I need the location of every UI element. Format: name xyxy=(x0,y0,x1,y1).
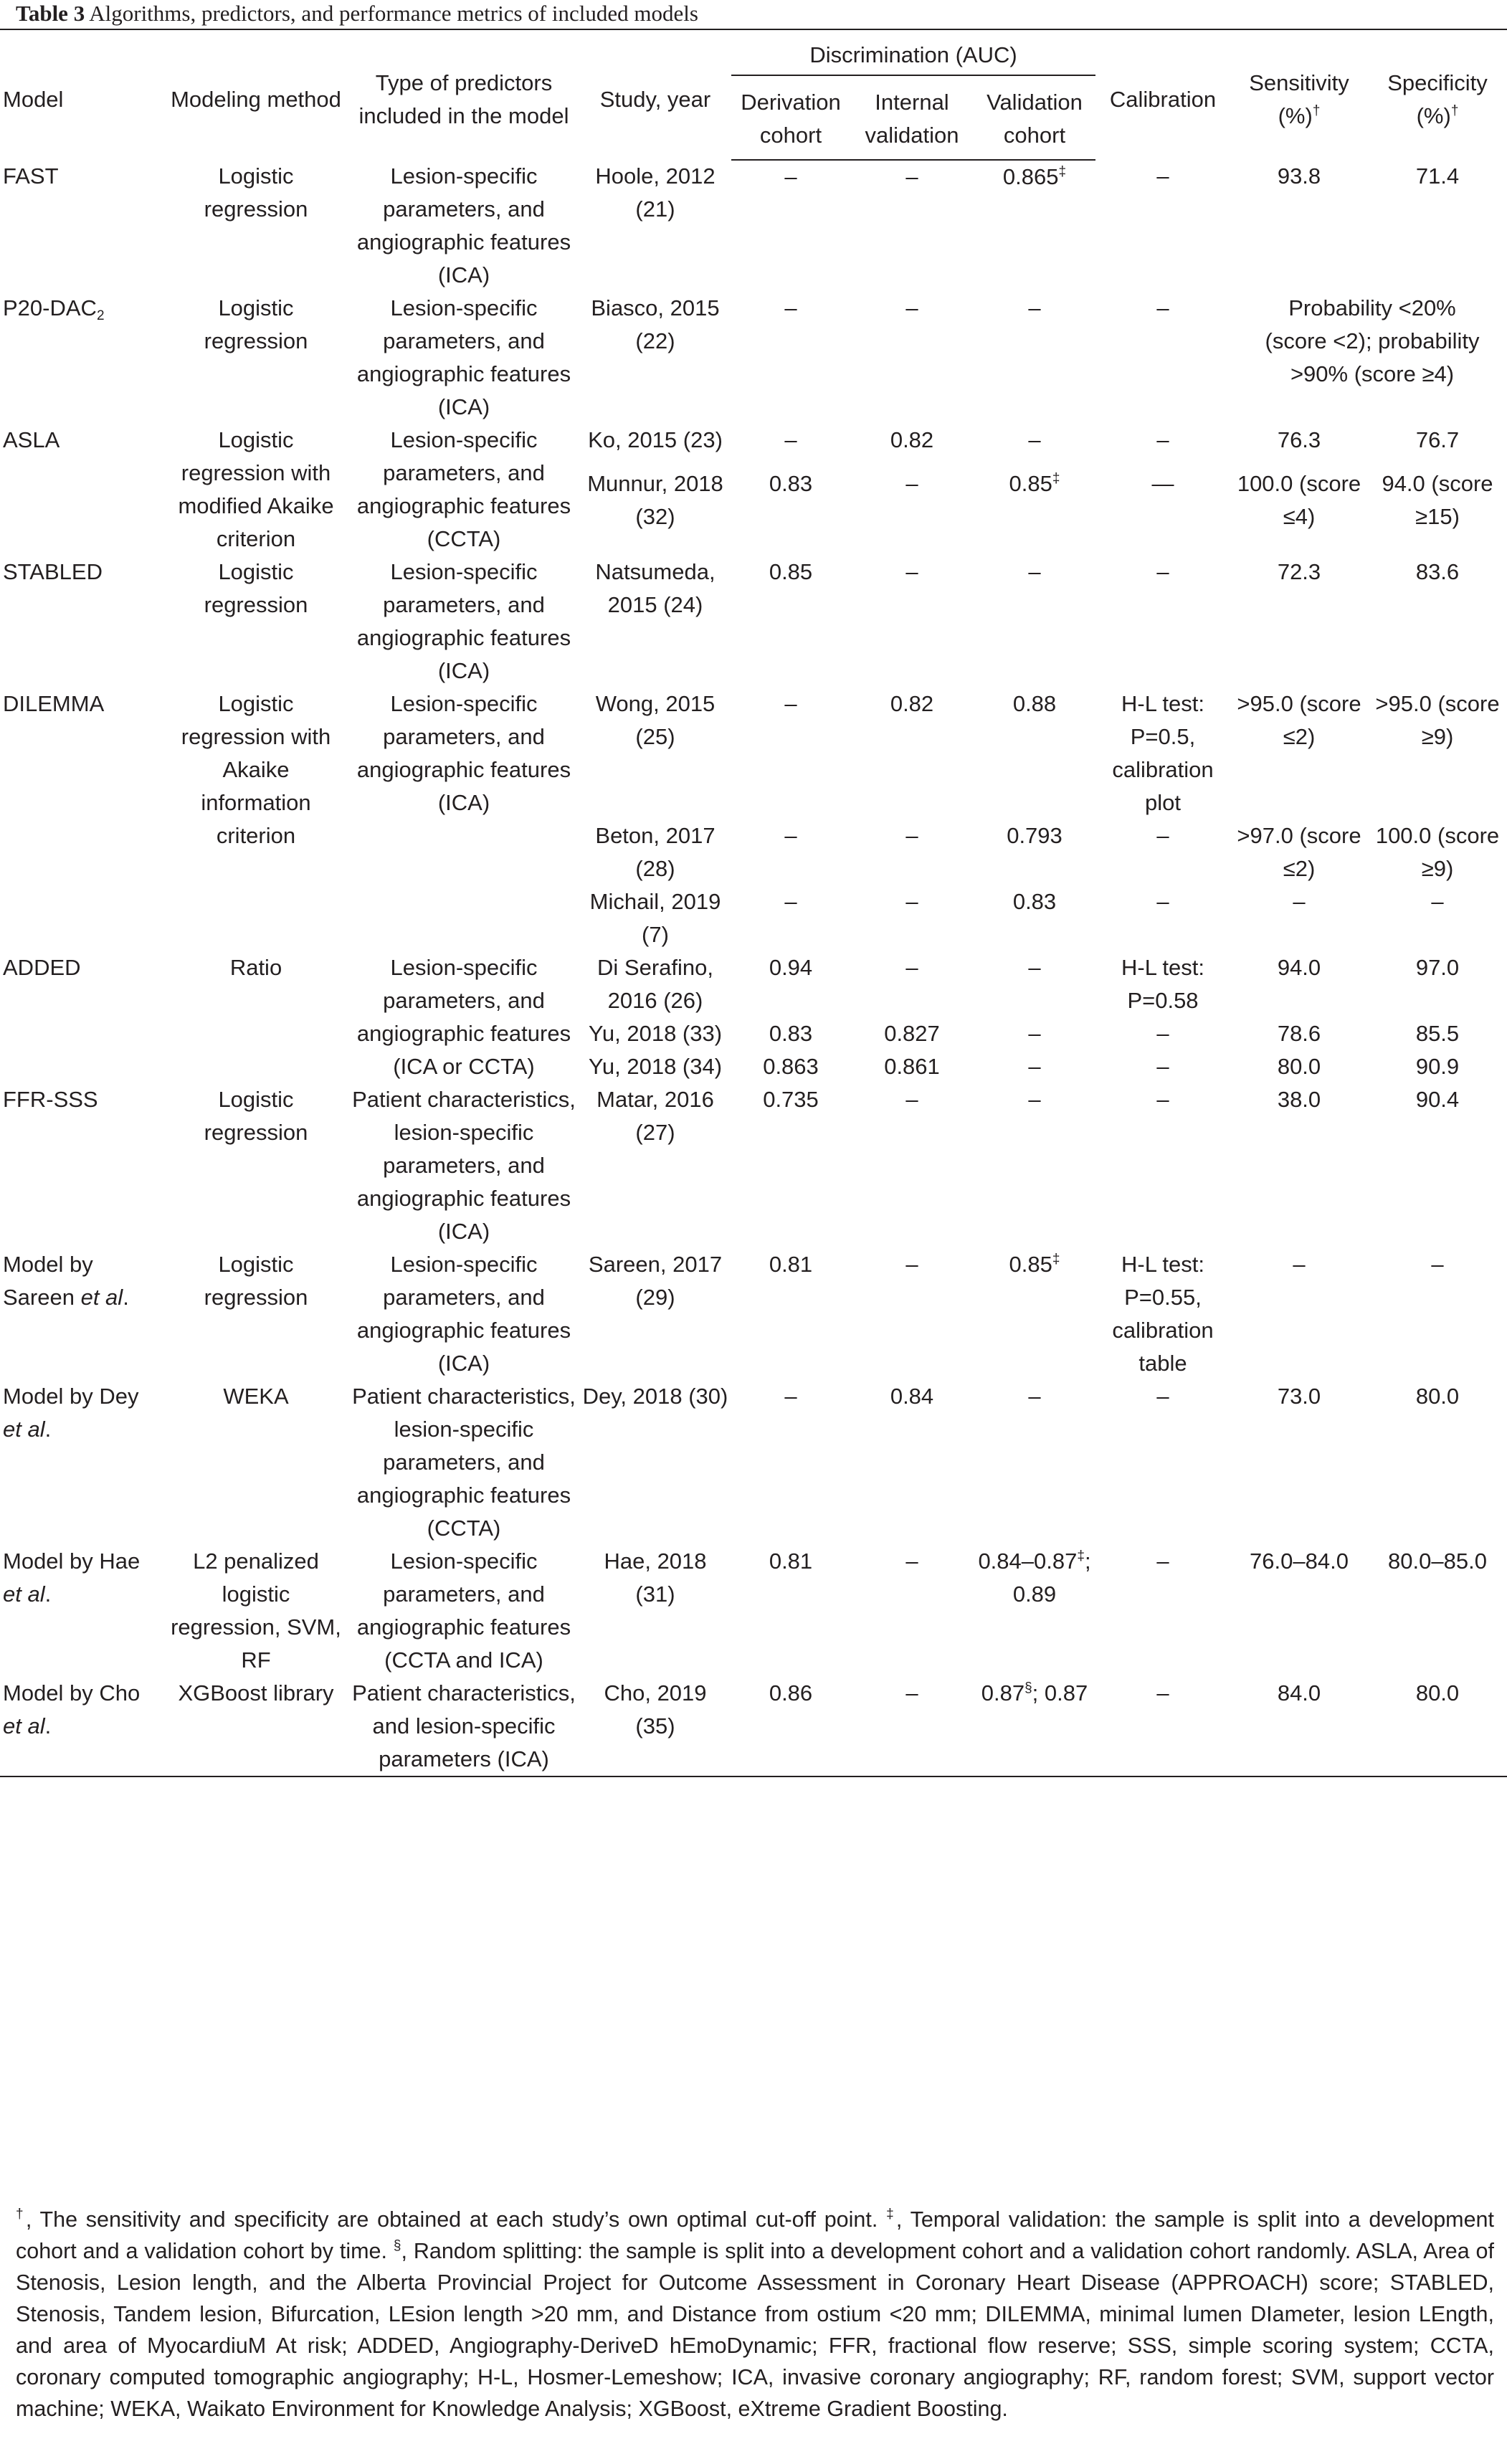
cell-internal: – xyxy=(905,955,918,980)
cell-specificity: 80.0 xyxy=(1368,1677,1507,1776)
cell-study: Yu, 2018 (34) xyxy=(588,1054,723,1079)
cell-calibration: H-L test: P=0.55, calibration table xyxy=(1112,1252,1214,1376)
cell-calibration: – xyxy=(1156,427,1169,452)
cell-derivation: 0.94 xyxy=(769,955,813,980)
cell-predictors: Lesion-specific parameters, and angiographic features (CCTA) xyxy=(356,427,571,551)
cell-calibration: – xyxy=(1156,163,1169,189)
footnote-mark: § xyxy=(393,2238,401,2253)
cell-method: Logistic regression xyxy=(204,1087,308,1145)
table-caption: Algorithms, predictors, and performance metrics of included models xyxy=(89,1,698,26)
cell-derivation: 0.863 xyxy=(763,1054,819,1079)
cell-predictors: Lesion-specific parameters, and angiographic features (ICA or CCTA) xyxy=(356,955,571,1079)
table-row xyxy=(0,424,1507,467)
table-title xyxy=(16,1,698,26)
cell-calibration: – xyxy=(1156,889,1169,914)
cell-predictors: Lesion-specific parameters, and angiographic features (CCTA and ICA) xyxy=(356,1549,571,1673)
col-specificity-label: Specificity (%) xyxy=(1387,70,1488,128)
cell-sensitivity: – xyxy=(1293,1252,1306,1277)
cell-method: Logistic regression xyxy=(204,559,308,617)
cell-validation: 0.88 xyxy=(1012,691,1057,716)
cell-derivation: 0.735 xyxy=(763,1087,819,1112)
cell-sensitivity: 93.8 xyxy=(1277,163,1321,189)
col-validation: Validation cohort xyxy=(974,75,1095,160)
cell-validation: – xyxy=(1028,1384,1041,1409)
cell-model: FAST xyxy=(3,163,59,189)
cell-validation: 0.83 xyxy=(1012,889,1057,914)
cell-validation xyxy=(974,1677,1095,1776)
cell-derivation: – xyxy=(784,691,797,716)
cell-study: Biasco, 2015 (22) xyxy=(591,295,720,353)
cell-model: Model by Sareen et al. xyxy=(3,1252,129,1310)
cell-validation: 0.793 xyxy=(1007,823,1062,848)
dagger-mark: † xyxy=(1312,103,1321,118)
model-name: P20-DAC xyxy=(3,295,97,320)
cell-study: Dey, 2018 (30) xyxy=(582,1384,728,1409)
cell-validation xyxy=(974,1545,1095,1677)
footnote-mark: ‡ xyxy=(1058,164,1067,179)
cell-internal: – xyxy=(905,1549,918,1574)
cell-study: Michail, 2019 (7) xyxy=(589,889,721,947)
cell-sensitivity: >95.0 (score ≤2) xyxy=(1237,691,1361,749)
cell-model: Model by Cho et al. xyxy=(0,1677,163,1776)
cell-method: Logistic regression xyxy=(204,163,308,222)
footnote-mark: ‡ xyxy=(1052,1252,1060,1267)
cell-predictors: Lesion-specific parameters, and angiographic features (ICA) xyxy=(356,1252,571,1376)
cell-sensitivity: 100.0 (score ≤4) xyxy=(1237,471,1361,530)
model-etal: et al xyxy=(80,1285,123,1310)
model-name: Model by Sareen xyxy=(3,1252,93,1310)
cell-specificity: 76.7 xyxy=(1415,427,1460,452)
cell-derivation: – xyxy=(784,295,797,320)
cell-calibration: – xyxy=(1156,1021,1169,1046)
cell-sensitivity: 73.0 xyxy=(1277,1384,1321,1409)
cell-specificity: – xyxy=(1431,889,1444,914)
cell-predictors: Lesion-specific parameters, and angiographic features (ICA) xyxy=(356,559,571,683)
cell-internal: – xyxy=(905,471,918,497)
cell-predictors: Lesion-specific parameters, and angiographic features (ICA) xyxy=(356,295,571,419)
cell-predictors: Patient characteristics, and lesion-specific parameters (ICA) xyxy=(348,1677,579,1776)
cell-validation: – xyxy=(1028,955,1041,980)
col-predictors: Type of predictors included in the model xyxy=(348,29,579,160)
cell-validation: – xyxy=(1028,427,1041,452)
cell-specificity: 83.6 xyxy=(1415,559,1460,584)
col-model: Model xyxy=(0,29,163,160)
cell-model: ASLA xyxy=(3,427,60,452)
cell-internal: – xyxy=(905,164,918,189)
cell-calibration: – xyxy=(1156,1054,1169,1079)
table-row xyxy=(0,160,1507,292)
cell-internal: 0.861 xyxy=(884,1054,940,1079)
cell-derivation: 0.83 xyxy=(769,471,813,497)
table-row xyxy=(0,556,1507,688)
cell-calibration: – xyxy=(1095,1677,1230,1776)
cell-derivation: 0.86 xyxy=(731,1677,850,1776)
cell-internal: – xyxy=(905,823,918,848)
cell-method: Ratio xyxy=(229,955,282,980)
footnote-text: , Temporal validation: the sample is split into a development cohort and a validation cohort by time. xyxy=(16,2207,1494,2263)
cell-internal: – xyxy=(905,1087,918,1112)
cell-study: Cho, 2019 (35) xyxy=(579,1677,731,1776)
col-sensitivity-label: Sensitivity (%) xyxy=(1249,70,1349,128)
cell-derivation: 0.83 xyxy=(769,1021,813,1046)
cell-study: Sareen, 2017 (29) xyxy=(588,1252,723,1310)
cell-internal: 0.84 xyxy=(890,1384,934,1409)
cell-validation: – xyxy=(1028,295,1041,320)
cell-specificity: 90.9 xyxy=(1415,1054,1460,1079)
cell-specificity: 80.0 xyxy=(1415,1384,1460,1409)
cell-model: Model by Dey et al. xyxy=(3,1384,139,1442)
cell-study: Natsumeda, 2015 (24) xyxy=(595,559,716,617)
cell-derivation: 0.81 xyxy=(769,1252,813,1277)
col-study: Study, year xyxy=(579,29,731,160)
cell-sensitivity: 84.0 xyxy=(1230,1677,1368,1776)
table-row xyxy=(0,1677,1507,1776)
cell-calibration: — xyxy=(1151,471,1174,497)
cell-sensitivity: 76.3 xyxy=(1277,427,1321,452)
col-internal: Internal validation xyxy=(850,75,974,160)
cell-study: Hae, 2018 (31) xyxy=(604,1549,707,1607)
table-label: Table 3 xyxy=(16,1,85,26)
footnote-text: , Random splitting: the sample is split into a development cohort and a validation cohort randomly. ASLA, Area of Stenosis, Lesion length, and the Alberta Provincial Project for Outcome Assessment in Coronary Heart Disease (APPROACH) score; STABLED, Stenosis, Tandem lesion, Bifurcation, LEsion length >20 mm, and Distance from ostium <20 mm; DILEMMA, minimal lumen DIameter, lesion LEngth, and area of MyocardiuM At risk; ADDED, Angiography-DeriveD hEmoDynamic; FFR, fractional flow reserve; SSS, simple scoring system; CCTA, coronary computed tomographic angiography; H-L, Hosmer-Lemeshow; ICA, invasive coronary angiography; RF, random forest; SVM, support vector machine; WEKA, Waikato Environment for Knowledge Analysis; XGBoost, eXtreme Gradient Boosting. xyxy=(16,2239,1494,2421)
cell-predictors: Lesion-specific parameters, and angiographic features (ICA) xyxy=(356,691,571,815)
validation-value-extra: ; 0.87 xyxy=(1032,1680,1088,1706)
cell-specificity: 80.0–85.0 xyxy=(1388,1549,1487,1574)
cell-internal: – xyxy=(850,1677,974,1776)
cell-calibration: – xyxy=(1156,1549,1169,1574)
footnote-mark: ‡ xyxy=(1077,1549,1085,1564)
cell-calibration: – xyxy=(1156,1087,1169,1112)
cell-method: Logistic regression with modified Akaike criterion xyxy=(178,427,334,551)
cell-internal: 0.827 xyxy=(884,1021,940,1046)
table-row xyxy=(0,1083,1507,1248)
model-subscript: 2 xyxy=(96,308,105,323)
cell-internal: – xyxy=(905,1252,918,1277)
footnote-mark: ‡ xyxy=(1052,471,1060,487)
cell-method: XGBoost library xyxy=(163,1677,348,1776)
cell-validation xyxy=(974,1248,1095,1380)
cell-predictors: Patient characteristics, lesion-specific parameters, and angiographic features (ICA) xyxy=(352,1087,576,1244)
cell-internal: 0.82 xyxy=(890,427,934,452)
cell-specificity: 90.4 xyxy=(1415,1087,1460,1112)
footnote-mark: † xyxy=(16,2207,26,2222)
table-row xyxy=(0,688,1507,819)
cell-derivation: – xyxy=(784,1384,797,1409)
validation-value: 0.87 xyxy=(981,1680,1025,1706)
col-derivation: Derivation cohort xyxy=(731,75,850,160)
cell-sensitivity: 72.3 xyxy=(1277,559,1321,584)
cell-sensitivity: 94.0 xyxy=(1277,955,1321,980)
cell-internal: 0.82 xyxy=(890,691,934,716)
cell-study: Hoole, 2012 (21) xyxy=(595,163,716,222)
model-etal: et al xyxy=(3,1713,45,1738)
cell-calibration: H-L test: P=0.58 xyxy=(1121,955,1204,1013)
table-row xyxy=(0,1248,1507,1380)
cell-calibration: – xyxy=(1156,1384,1169,1409)
col-calibration: Calibration xyxy=(1095,29,1230,160)
cell-sensitivity: 38.0 xyxy=(1277,1087,1321,1112)
cell-predictors: Lesion-specific parameters, and angiographic features (ICA) xyxy=(356,163,571,287)
model-name: Model by Dey xyxy=(3,1384,139,1409)
cell-model: Model by Hae et al. xyxy=(3,1549,141,1607)
validation-value: 0.85 xyxy=(1009,471,1052,497)
cell-specificity: – xyxy=(1431,1252,1444,1277)
cell-model: DILEMMA xyxy=(3,691,105,716)
cell-sensitivity: 76.0–84.0 xyxy=(1250,1549,1349,1574)
cell-calibration: – xyxy=(1156,559,1169,584)
cell-method: WEKA xyxy=(223,1384,289,1409)
table-row xyxy=(0,1545,1507,1677)
footnote-text: , The sensitivity and specificity are obtained at each study’s own optimal cut-off point. xyxy=(25,2207,887,2232)
col-sensitivity xyxy=(1230,29,1368,160)
cell-validation: – xyxy=(1028,1087,1041,1112)
table-header xyxy=(0,29,1507,160)
footnote-mark: § xyxy=(1025,1680,1032,1695)
cell-sensitivity: >97.0 (score ≤2) xyxy=(1237,823,1361,881)
cell-derivation: – xyxy=(784,164,797,189)
footnote-mark: ‡ xyxy=(886,2207,896,2222)
cell-specificity: 71.4 xyxy=(1415,163,1460,189)
cell-specificity: 85.5 xyxy=(1415,1021,1460,1046)
table-footnote xyxy=(16,2204,1494,2425)
cell-validation xyxy=(974,160,1095,292)
cell-study: Ko, 2015 (23) xyxy=(588,427,723,452)
models-table xyxy=(0,29,1507,1777)
cell-study: Wong, 2015 (25) xyxy=(595,691,716,749)
col-specificity xyxy=(1368,29,1507,160)
cell-specificity: 100.0 (score ≥9) xyxy=(1375,823,1500,881)
cell-method: L2 penalized logistic regression, SVM, RF xyxy=(171,1549,341,1673)
model-name: Model by Hae xyxy=(3,1549,141,1574)
cell-specificity: >95.0 (score ≥9) xyxy=(1375,691,1500,749)
cell-model xyxy=(0,292,163,424)
cell-method: Logistic regression xyxy=(204,295,308,353)
table-row xyxy=(0,292,1507,424)
cell-method: Logistic regression with Akaike information criterion xyxy=(181,691,331,848)
cell-method: Logistic regression xyxy=(204,1252,308,1310)
table-row xyxy=(0,951,1507,1017)
cell-validation: – xyxy=(1028,1021,1041,1046)
cell-derivation: 0.85 xyxy=(769,559,813,584)
table-body xyxy=(0,160,1507,1776)
cell-specificity: 97.0 xyxy=(1415,955,1460,980)
model-etal: et al xyxy=(3,1417,45,1442)
cell-sensitivity: – xyxy=(1293,889,1306,914)
cell-validation xyxy=(974,467,1095,556)
dagger-mark: † xyxy=(1450,103,1459,118)
cell-study: Beton, 2017 (28) xyxy=(595,823,716,881)
cell-study: Yu, 2018 (33) xyxy=(588,1021,723,1046)
table-row xyxy=(0,1380,1507,1545)
model-etal: et al xyxy=(3,1581,45,1607)
cell-internal: – xyxy=(905,559,918,584)
cell-derivation: – xyxy=(784,823,797,848)
cell-model: STABLED xyxy=(3,559,103,584)
cell-sensitivity: 80.0 xyxy=(1277,1054,1321,1079)
cell-study: Munnur, 2018 (32) xyxy=(587,471,723,530)
cell-derivation: 0.81 xyxy=(769,1549,813,1574)
validation-value-extra: ; 0.89 xyxy=(1012,1549,1091,1607)
cell-derivation: – xyxy=(784,889,797,914)
cell-calibration: – xyxy=(1156,823,1169,848)
cell-study: Matar, 2016 (27) xyxy=(596,1087,714,1145)
cell-validation: – xyxy=(1028,559,1041,584)
cell-internal: – xyxy=(905,889,918,914)
validation-value: 0.84–0.87 xyxy=(978,1549,1078,1574)
col-method: Modeling method xyxy=(163,29,348,160)
model-name: Model by Cho xyxy=(3,1680,141,1706)
cell-validation: – xyxy=(1028,1054,1041,1079)
cell-derivation: – xyxy=(784,427,797,452)
cell-study: Di Serafino, 2016 (26) xyxy=(597,955,713,1013)
cell-internal: – xyxy=(905,295,918,320)
validation-value: 0.865 xyxy=(1002,164,1059,189)
cell-model: ADDED xyxy=(3,955,81,980)
cell-sensitivity-specificity: Probability <20% (score <2); probability >90% (score ≥4) xyxy=(1265,295,1480,386)
cell-calibration: – xyxy=(1156,295,1169,320)
cell-specificity: 94.0 (score ≥15) xyxy=(1382,471,1493,530)
cell-model: FFR-SSS xyxy=(3,1087,98,1112)
validation-value: 0.85 xyxy=(1009,1252,1052,1277)
col-auc: Discrimination (AUC) xyxy=(731,29,1095,75)
cell-sensitivity: 78.6 xyxy=(1277,1021,1321,1046)
cell-predictors: Patient characteristics, lesion-specific parameters, and angiographic features (CCTA) xyxy=(352,1384,576,1541)
cell-calibration: H-L test: P=0.5, calibration plot xyxy=(1112,691,1214,815)
